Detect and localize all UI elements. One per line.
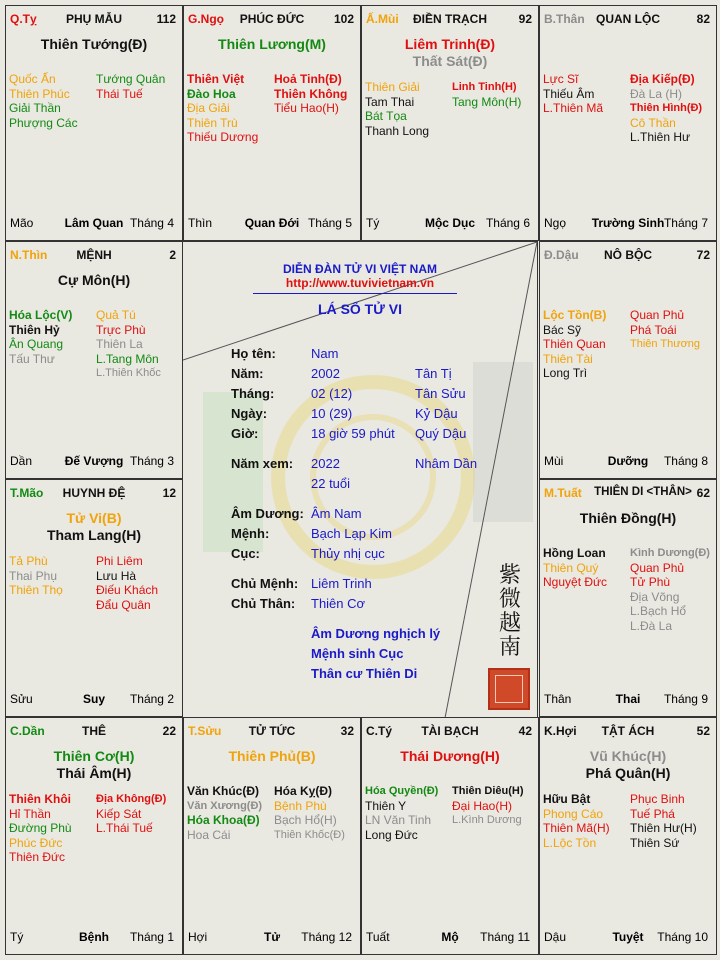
- palace-number: 102: [333, 12, 354, 26]
- minor-star: Văn Xương(Đ): [187, 799, 263, 812]
- palace-number: 42: [518, 724, 532, 738]
- minor-star: Đại Hao(H): [452, 798, 513, 813]
- info-label: Cục:: [231, 546, 260, 561]
- footer-branch: Dậu: [544, 930, 567, 944]
- minor-star: L.Thái Tuế: [96, 821, 153, 835]
- palace-mao-left: [5, 479, 183, 717]
- minor-star: Thiên Đức: [9, 850, 66, 864]
- info-value: 2002: [311, 366, 340, 381]
- minor-star: L.Thiên Hư: [630, 130, 691, 144]
- minor-star: Thai Phụ: [9, 568, 58, 583]
- minor-star: Phá Toái: [630, 322, 677, 337]
- minor-star: Hóa Khoa(Đ): [187, 813, 260, 827]
- right-stars: [630, 308, 700, 352]
- palace-number: 12: [162, 486, 176, 500]
- main-star: Thiên Đồng(H): [579, 510, 677, 526]
- minor-star: Bát Tọa: [365, 109, 407, 123]
- minor-star: Long Trì: [543, 366, 588, 380]
- main-star: Thái Dương(H): [400, 748, 500, 764]
- info-value: Nam: [311, 346, 339, 361]
- red-seal: [488, 668, 530, 710]
- calligraphy: [495, 564, 525, 660]
- left-stars: [9, 554, 63, 598]
- minor-star: Đào Hoa: [187, 86, 236, 101]
- footer-month: Tháng 8: [663, 454, 708, 468]
- right-stars: [96, 792, 166, 836]
- minor-star: Thiên Hỷ: [9, 322, 60, 337]
- minor-star: Hỉ Thần: [9, 806, 51, 821]
- left-stars: [543, 308, 606, 381]
- minor-star: Tấu Thư: [9, 351, 55, 366]
- palace-number: 112: [156, 12, 176, 26]
- info-value: Bạch Lạp Kim: [311, 526, 392, 541]
- palace-than-top: [539, 5, 717, 241]
- main-star: Cự Môn(H): [57, 272, 131, 288]
- right-stars: [452, 80, 521, 109]
- minor-star: Quốc Ấn: [9, 72, 56, 86]
- palace-name: HUYNH ĐỆ: [62, 486, 126, 500]
- minor-star: Trực Phù: [96, 322, 146, 337]
- minor-star: Thiên La: [96, 337, 143, 351]
- palace-number: 52: [696, 724, 710, 738]
- info-label: Âm Dương:: [231, 506, 304, 521]
- minor-star: L.Đà La: [630, 618, 673, 633]
- palace-number: 32: [340, 724, 354, 738]
- minor-star: Văn Khúc(Đ): [187, 784, 259, 798]
- minor-star: Phong Cáo: [543, 806, 604, 821]
- footer-branch: Thìn: [188, 216, 213, 230]
- minor-star: Thiên Khôi: [9, 792, 71, 806]
- footer-month: Tháng 5: [307, 216, 352, 230]
- left-stars: [9, 792, 72, 865]
- minor-star: Địa Võng: [630, 589, 680, 604]
- palace-name: TÀI BẠCH: [421, 724, 479, 738]
- footer-phase: Quan Đới: [244, 216, 300, 230]
- palace-dan-bot: [5, 717, 183, 955]
- center-panel: [182, 241, 538, 719]
- minor-star: LN Văn Tinh: [365, 813, 432, 827]
- minor-star: Bạch Hổ(H): [274, 813, 337, 827]
- minor-star: Thiên Trù: [187, 115, 238, 130]
- minor-star: Địa Không(Đ): [96, 793, 167, 805]
- palace-number: 62: [696, 486, 710, 500]
- minor-star: Thiên Hư(H): [630, 821, 697, 835]
- minor-star: Tiểu Hao(H): [274, 101, 339, 115]
- minor-star: Thiên Thương: [630, 338, 701, 350]
- minor-star: Ân Quang: [9, 337, 64, 351]
- minor-star: L.Kình Dương: [452, 814, 522, 826]
- minor-star: Tử Phù: [630, 575, 671, 589]
- palace-footer: [10, 454, 178, 468]
- footer-month: Tháng 10: [657, 930, 708, 944]
- branch-label: Ấ.Mùi: [366, 12, 399, 26]
- branch-label: Q.Tỵ: [10, 12, 37, 26]
- palace-name: THÊ: [82, 724, 106, 738]
- footer-branch: Hợi: [188, 930, 208, 944]
- minor-star: Linh Tinh(H): [452, 81, 517, 93]
- calligraphy-char: 南: [498, 635, 521, 660]
- right-stars: [630, 792, 697, 850]
- branch-label: C.Tý: [366, 724, 393, 738]
- main-star: Phá Quân(H): [585, 765, 671, 781]
- minor-star: Thiên Quan: [543, 337, 606, 351]
- minor-star: Phượng Các: [9, 115, 78, 130]
- footer-month: Tháng 9: [663, 692, 708, 706]
- minor-star: L.Lộc Tồn: [543, 835, 597, 850]
- minor-star: L.Tang Môn: [96, 351, 159, 366]
- footer-phase: Trường Sinh: [591, 216, 665, 230]
- minor-star: Bác Sỹ: [543, 322, 582, 337]
- minor-star: Lực Sĩ: [543, 72, 579, 86]
- info-label: Tháng:: [231, 386, 275, 401]
- palace-name: PHÚC ĐỨC: [239, 12, 305, 26]
- info-value-ganzhi: Quý Dậu: [415, 426, 467, 441]
- minor-star: Thiên Diêu(H): [452, 785, 524, 797]
- minor-star: Tuế Phá: [630, 806, 675, 821]
- calligraphy-char: 越: [498, 611, 521, 636]
- main-star: Tham Lang(H): [46, 527, 142, 543]
- footer-month: Tháng 4: [129, 216, 174, 230]
- minor-star: Thiên Mã(H): [543, 821, 610, 835]
- minor-star: Quan Phủ: [630, 560, 685, 575]
- minor-star: Đẩu Quân: [96, 597, 151, 612]
- footer-month: Tháng 11: [480, 930, 530, 944]
- info-value-ganzhi: Tân Sửu: [415, 386, 466, 401]
- divider: [253, 293, 457, 294]
- palace-number: 82: [696, 12, 710, 26]
- site-url[interactable]: http://www.tuvivietnam.vn: [285, 276, 435, 290]
- info-value: 10 (29): [311, 406, 353, 421]
- branch-label: M.Tuất: [544, 486, 582, 500]
- palace-name: QUAN LỘC: [596, 12, 660, 26]
- palace-ty-top: [5, 5, 183, 241]
- minor-star: Cô Thần: [630, 115, 676, 130]
- footer-phase: Bệnh: [79, 930, 109, 944]
- left-stars: [543, 792, 610, 850]
- info-value: 18 giờ 59 phút: [311, 426, 395, 441]
- footer-phase: Mộ: [441, 930, 459, 944]
- palace-number: 92: [518, 12, 532, 26]
- footer-phase: Dưỡng: [607, 454, 649, 468]
- footer-branch: Dần: [10, 454, 33, 468]
- minor-star: Quả Tú: [96, 308, 136, 322]
- minor-star: Thiếu Dương: [187, 130, 259, 144]
- minor-star: Tả Phù: [9, 554, 48, 568]
- minor-star: Hồng Loan: [543, 546, 606, 560]
- minor-star: Thiên Không: [274, 86, 348, 101]
- left-stars: [187, 72, 258, 145]
- minor-star: Nguyệt Đức: [543, 575, 608, 589]
- minor-star: Thái Tuế: [96, 86, 143, 101]
- palace-thin-left: [5, 241, 183, 479]
- palace-footer: [188, 930, 356, 944]
- palace-number: 22: [162, 724, 176, 738]
- minor-star: Địa Giải: [187, 101, 230, 115]
- minor-star: Phục Binh: [630, 792, 685, 806]
- minor-star: Hữu Bật: [543, 792, 591, 806]
- minor-star: Điếu Khách: [96, 583, 159, 597]
- minor-star: Hoa Cái: [187, 827, 231, 842]
- note-line: Mệnh sinh Cục: [311, 646, 404, 661]
- info-value: Thiên Cơ: [311, 596, 366, 611]
- info-value: 02 (12): [311, 386, 353, 401]
- palace-footer: [366, 930, 534, 944]
- palace-tuat-right: [539, 479, 717, 717]
- note-line: Thân cư Thiên Di: [311, 666, 418, 681]
- palace-dau-right: [539, 241, 717, 479]
- palace-mui-top: [361, 5, 539, 241]
- left-stars: [9, 72, 78, 130]
- info-value: 2022: [311, 456, 340, 471]
- minor-star: Long Đức: [365, 827, 418, 842]
- palace-name: MỆNH: [76, 248, 112, 262]
- info-value: Thủy nhị cục: [311, 546, 385, 561]
- minor-star: L.Thiên Khốc: [96, 367, 161, 379]
- footer-month: Tháng 7: [663, 216, 708, 230]
- branch-label: K.Hợi: [544, 724, 577, 738]
- footer-phase: Lâm Quan: [64, 216, 124, 230]
- left-stars: [365, 784, 438, 842]
- palace-number: 2: [169, 248, 176, 262]
- minor-star: Thiên Y: [365, 798, 407, 813]
- info-label: Ngày:: [231, 406, 268, 421]
- main-star: Vũ Khúc(H): [589, 748, 667, 764]
- footer-phase: Đế Vượng: [64, 454, 124, 468]
- branch-label: G.Ngọ: [188, 12, 224, 26]
- minor-star: Thiên Sứ: [630, 835, 680, 850]
- right-stars: [96, 308, 161, 381]
- minor-star: Phi Liêm: [96, 554, 143, 568]
- minor-star: Quan Phủ: [630, 308, 685, 322]
- calligraphy-char: 紫: [498, 563, 521, 588]
- palace-name: NÔ BỘC: [604, 248, 652, 262]
- footer-branch: Tý: [10, 930, 24, 944]
- palace-footer: [366, 216, 534, 230]
- palace-name: ĐIỀN TRẠCH: [413, 12, 487, 26]
- minor-star: Thiên Khốc(Đ): [274, 828, 345, 841]
- minor-star: Thiên Hình(Đ): [630, 102, 703, 114]
- site-title: DIỄN ĐÀN TỬ VI VIỆT NAM: [283, 262, 437, 276]
- palace-suu-bot: [183, 717, 361, 955]
- palace-footer: [188, 216, 356, 230]
- minor-star: L.Thiên Mã: [543, 101, 604, 115]
- right-stars: [274, 784, 345, 842]
- right-stars: [630, 546, 710, 633]
- chart-subtitle: LÁ SỐ TỬ VI: [318, 301, 402, 317]
- left-stars: [187, 784, 262, 842]
- footer-branch: Mùi: [544, 454, 564, 468]
- palace-footer: [10, 930, 178, 944]
- palace-ty-bot: [361, 717, 539, 955]
- palace-name: PHỤ MẪU: [66, 12, 122, 26]
- footer-branch: Ngọ: [544, 216, 567, 230]
- footer-month: Tháng 2: [129, 692, 174, 706]
- footer-phase: Tuyệt: [612, 930, 644, 944]
- palace-footer: [544, 216, 712, 230]
- branch-label: N.Thìn: [10, 248, 48, 262]
- main-star: Thiên Tướng(Đ): [40, 36, 148, 52]
- minor-star: Thanh Long: [365, 123, 430, 138]
- minor-star: Lộc Tồn(B): [543, 308, 607, 322]
- palace-name: THIÊN DI <THÂN>: [594, 486, 692, 498]
- calligraphy-char: 微: [498, 587, 521, 612]
- minor-star: Kình Dương(Đ): [630, 547, 710, 559]
- minor-star: Giải Thần: [9, 101, 61, 115]
- minor-star: Thiên Tài: [543, 351, 593, 366]
- minor-star: Thiếu Âm: [543, 86, 595, 101]
- right-stars: [96, 554, 158, 612]
- info-label: Giờ:: [231, 426, 259, 441]
- main-star: Thiên Cơ(H): [53, 748, 135, 764]
- minor-star: Thiên Quý: [543, 560, 599, 575]
- info-label: Năm:: [231, 366, 264, 381]
- footer-phase: Mộc Dục: [424, 216, 475, 230]
- main-star: Thất Sát(Đ): [412, 53, 488, 69]
- info-value-ganzhi: Nhâm Dần: [415, 456, 478, 471]
- palace-number: 72: [696, 248, 710, 262]
- palace-hoi-bot: [539, 717, 717, 955]
- info-value: Liêm Trinh: [311, 576, 372, 591]
- right-stars: [96, 72, 165, 101]
- info-value: Âm Nam: [311, 506, 362, 521]
- branch-label: T.Sửu: [188, 724, 222, 738]
- main-star: Thái Âm(H): [56, 765, 132, 781]
- palace-footer: [544, 930, 712, 944]
- main-star: Thiên Phủ(B): [228, 748, 316, 764]
- palace-footer: [10, 692, 178, 706]
- footer-month: Tháng 6: [485, 216, 530, 230]
- note-line: Âm Dương nghịch lý: [311, 626, 441, 641]
- footer-branch: Tý: [366, 216, 380, 230]
- branch-label: T.Mão: [10, 486, 44, 500]
- left-stars: [543, 72, 603, 116]
- minor-star: Thiên Phúc: [9, 86, 70, 101]
- minor-star: Hoả Tinh(Đ): [274, 72, 342, 86]
- info-value-ganzhi: Tân Tị: [415, 366, 452, 381]
- branch-label: B.Thân: [544, 12, 585, 26]
- footer-branch: Tuất: [366, 930, 390, 944]
- footer-phase: Thai: [615, 692, 641, 706]
- footer-month: Tháng 1: [129, 930, 174, 944]
- minor-star: Hóa Quyền(Đ): [365, 785, 439, 797]
- minor-star: Phúc Đức: [9, 835, 63, 850]
- info-label: Năm xem:: [231, 456, 294, 471]
- footer-month: Tháng 12: [301, 930, 352, 944]
- info-label: Mệnh:: [231, 526, 270, 541]
- branch-label: Đ.Dậu: [544, 248, 579, 262]
- minor-star: Tam Thai: [365, 94, 415, 109]
- footer-phase: Tử: [263, 930, 281, 944]
- minor-star: Bệnh Phù: [274, 798, 327, 813]
- minor-star: L.Bạch Hổ: [630, 604, 687, 618]
- palace-footer: [544, 692, 712, 706]
- palace-footer: [544, 454, 712, 468]
- left-stars: [365, 80, 429, 138]
- palace-ngo-top: [183, 5, 361, 241]
- minor-star: Hóa Kỵ(Đ): [274, 784, 333, 798]
- right-stars: [630, 72, 702, 145]
- minor-star: Thiên Giải: [365, 80, 420, 94]
- info-value-ganzhi: Kỷ Dậu: [415, 406, 458, 421]
- info-label: Chủ Mệnh:: [231, 576, 299, 591]
- minor-star: Đà La (H): [630, 86, 683, 101]
- minor-star: Thiên Thọ: [9, 583, 63, 597]
- branch-label: C.Dần: [10, 724, 45, 738]
- footer-phase: Suy: [82, 692, 105, 706]
- minor-star: Hóa Lộc(V): [9, 308, 73, 322]
- footer-branch: Sửu: [10, 692, 33, 706]
- minor-star: Tang Môn(H): [452, 94, 522, 109]
- palace-name: TỬ TỨC: [248, 724, 296, 738]
- right-stars: [274, 72, 347, 116]
- info-value: 22 tuổi: [311, 476, 351, 491]
- minor-star: Đường Phù: [9, 821, 72, 835]
- minor-star: Lưu Hà: [96, 568, 137, 583]
- footer-month: Tháng 3: [129, 454, 174, 468]
- footer-branch: Thân: [544, 692, 572, 706]
- minor-star: Thiên Việt: [187, 72, 245, 86]
- palace-name: TẬT ÁCH: [601, 724, 655, 738]
- minor-star: Tướng Quân: [96, 72, 166, 86]
- left-stars: [9, 308, 72, 366]
- minor-star: Kiếp Sát: [96, 806, 142, 821]
- main-star: Thiên Lương(M): [218, 36, 326, 52]
- left-stars: [543, 546, 607, 590]
- footer-branch: Mão: [10, 216, 34, 230]
- info-label: Họ tên:: [231, 346, 276, 361]
- main-star: Liêm Trinh(Đ): [404, 36, 496, 52]
- minor-star: Địa Kiếp(Đ): [630, 72, 695, 86]
- info-label: Chủ Thân:: [231, 596, 296, 611]
- main-star: Tử Vi(B): [66, 510, 122, 526]
- palace-footer: [10, 216, 178, 230]
- right-stars: [452, 784, 524, 828]
